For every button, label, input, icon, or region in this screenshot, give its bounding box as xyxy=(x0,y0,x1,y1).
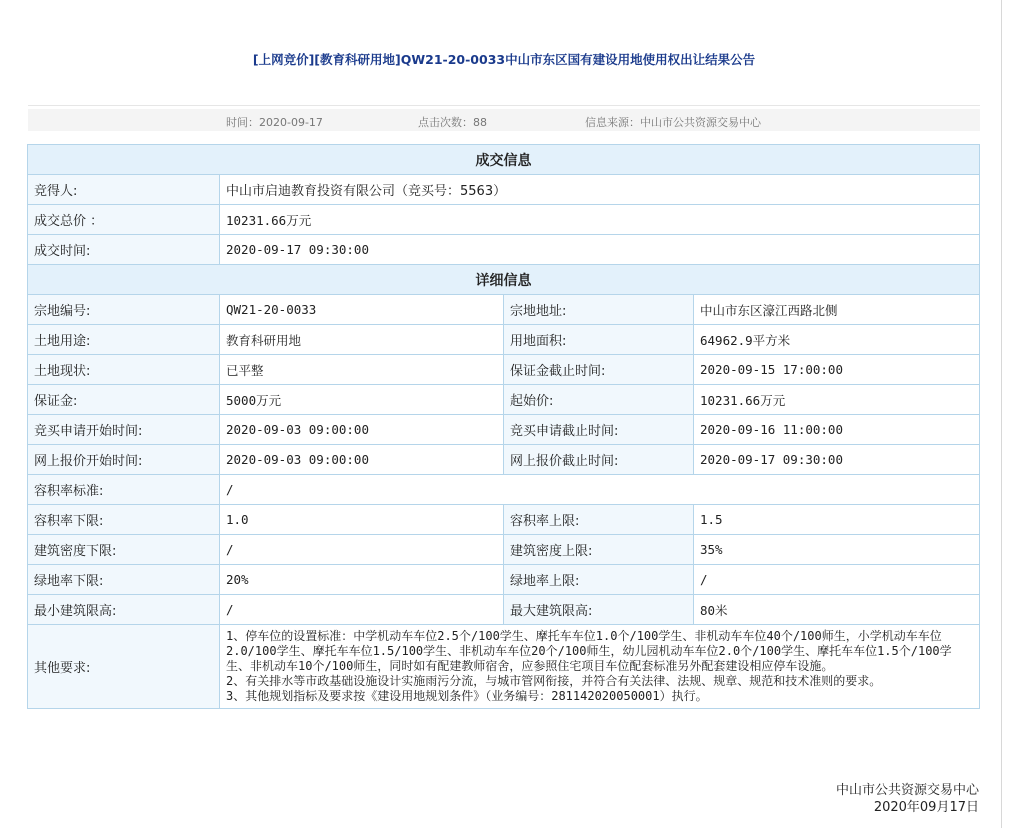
other-requirements-value xyxy=(220,625,980,709)
table-row xyxy=(28,175,980,205)
land-use-label: 土地用途: xyxy=(28,325,220,355)
land-area-value: 64962.9平方米 xyxy=(694,325,980,355)
requirement-item: 3、其他规划指标及要求按《建设用地规划条件》（业务编号：281142020050001）执行。 xyxy=(226,689,708,703)
requirement-item: 1、停车位的设置标准：中学机动车车位2.5个/100学生、摩托车车位1.0个/100学生、非机动车车位40个/100师生，小学机动车车位2.0/100学生、摩托车车位1.5/100学生、非机动车车位20个/100师生，幼儿园机动车车位2.0个/100学生、摩托车车位1.5个/100学生、非机动车10个/100师生，同时如有配建教师宿舍，应参照住宅项目车位配套标准另外配套建设相应停车设施。 xyxy=(226,629,952,673)
table-row xyxy=(28,385,980,415)
total-price-label: 成交总价 ： xyxy=(28,205,220,235)
publish-time: 时间：2020-09-17 xyxy=(226,116,323,129)
winner-value: 中山市启迪教育投资有限公司（竞买号：5563） xyxy=(220,175,980,205)
table-row xyxy=(28,325,980,355)
table-row xyxy=(28,535,980,565)
density-min-value: / xyxy=(220,535,504,565)
page-frame-border xyxy=(1001,0,1002,828)
bid-apply-start-value: 2020-09-03 09:00:00 xyxy=(220,415,504,445)
table-row xyxy=(28,415,980,445)
online-quote-start-value: 2020-09-03 09:00:00 xyxy=(220,445,504,475)
bid-apply-end-value: 2020-09-16 11:00:00 xyxy=(694,415,980,445)
table-row xyxy=(28,565,980,595)
deposit-label: 保证金: xyxy=(28,385,220,415)
far-standard-value: / xyxy=(220,475,980,505)
requirement-item: 2、有关排水等市政基础设施设计实施雨污分流，与城市管网衔接，并符合有关法律、法规、规章、规范和技术准则的要求。 xyxy=(226,674,882,688)
click-count: 点击次数：88 xyxy=(418,116,487,129)
starting-price-label: 起始价: xyxy=(504,385,694,415)
other-requirements-label: 其他要求: xyxy=(28,625,220,709)
far-standard-label: 容积率标准: xyxy=(28,475,220,505)
bid-apply-start-label: 竞买申请开始时间: xyxy=(28,415,220,445)
height-min-label: 最小建筑限高: xyxy=(28,595,220,625)
page-title: [上网竞价][教育科研用地]QW21-20-0033中山市东区国有建设用地使用权出让结果公告 xyxy=(252,52,756,67)
deal-time-value: 2020-09-17 09:30:00 xyxy=(220,235,980,265)
table-row xyxy=(28,295,980,325)
far-max-value: 1.5 xyxy=(694,505,980,535)
footer xyxy=(836,782,979,816)
height-max-label: 最大建筑限高: xyxy=(504,595,694,625)
bid-apply-end-label: 竞买申请截止时间: xyxy=(504,415,694,445)
land-status-label: 土地现状: xyxy=(28,355,220,385)
total-price-value: 10231.66万元 xyxy=(220,205,980,235)
winner-label: 竞得人: xyxy=(28,175,220,205)
starting-price-value: 10231.66万元 xyxy=(694,385,980,415)
parcel-number-label: 宗地编号: xyxy=(28,295,220,325)
online-quote-end-value: 2020-09-17 09:30:00 xyxy=(694,445,980,475)
land-use-value: 教育科研用地 xyxy=(220,325,504,355)
deal-section-header: 成交信息 xyxy=(28,145,980,175)
deal-section-header-row xyxy=(28,145,980,175)
table-row xyxy=(28,595,980,625)
green-min-value: 20% xyxy=(220,565,504,595)
density-max-value: 35% xyxy=(694,535,980,565)
far-min-label: 容积率下限: xyxy=(28,505,220,535)
deposit-value: 5000万元 xyxy=(220,385,504,415)
parcel-address-label: 宗地地址: xyxy=(504,295,694,325)
table-row xyxy=(28,235,980,265)
parcel-address-value: 中山市东区濠江西路北侧 xyxy=(694,295,980,325)
info-source: 信息来源：中山市公共资源交易中心 xyxy=(585,116,761,129)
green-max-value: / xyxy=(694,565,980,595)
height-min-value: / xyxy=(220,595,504,625)
detail-section-header-row xyxy=(28,265,980,295)
density-max-label: 建筑密度上限: xyxy=(504,535,694,565)
title-divider xyxy=(28,105,980,106)
deposit-deadline-label: 保证金截止时间: xyxy=(504,355,694,385)
table-row xyxy=(28,475,980,505)
meta-bar xyxy=(28,109,980,131)
detail-section-header: 详细信息 xyxy=(28,265,980,295)
footer-date: 2020年09月17日 xyxy=(873,800,979,815)
green-min-label: 绿地率下限: xyxy=(28,565,220,595)
footer-org: 中山市公共资源交易中心 xyxy=(835,783,979,798)
far-max-label: 容积率上限: xyxy=(504,505,694,535)
table-row xyxy=(28,505,980,535)
green-max-label: 绿地率上限: xyxy=(504,565,694,595)
deposit-deadline-value: 2020-09-15 17:00:00 xyxy=(694,355,980,385)
table-row xyxy=(28,205,980,235)
table-row xyxy=(28,355,980,385)
table-row xyxy=(28,445,980,475)
deal-time-label: 成交时间: xyxy=(28,235,220,265)
density-min-label: 建筑密度下限: xyxy=(28,535,220,565)
land-status-value: 已平整 xyxy=(220,355,504,385)
online-quote-end-label: 网上报价截止时间: xyxy=(504,445,694,475)
far-min-value: 1.0 xyxy=(220,505,504,535)
announcement-table xyxy=(27,144,980,709)
height-max-value: 80米 xyxy=(694,595,980,625)
parcel-number-value: QW21-20-0033 xyxy=(220,295,504,325)
online-quote-start-label: 网上报价开始时间: xyxy=(28,445,220,475)
table-row xyxy=(28,625,980,709)
land-area-label: 用地面积: xyxy=(504,325,694,355)
